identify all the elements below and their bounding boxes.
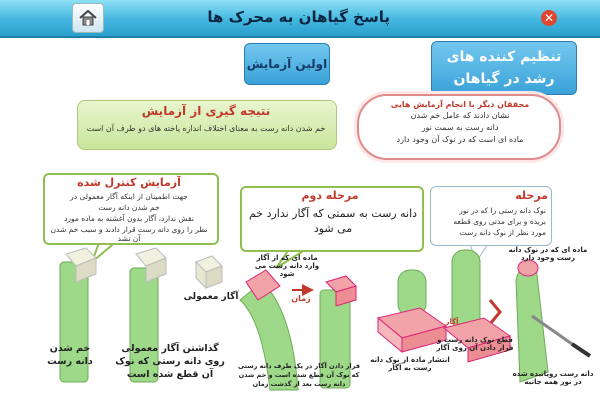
control-line-2: خم شدن دانه رست: [98, 203, 160, 212]
control-line-3: نقش ندارد، آگار بدون آغشته به ماده مورد: [64, 214, 194, 223]
result-text: خم شدن دانه رست به معنای اختلاف اندازه یاخته های دو طرف آن است: [86, 124, 326, 133]
label-time: زمان: [291, 294, 311, 303]
cloud-line-1: محققان دیگر با انجام آزمایش هایی: [390, 100, 530, 109]
cloud-line-2: نشان دادند که عامل خم شدن: [410, 111, 510, 120]
cloud-line-4: ماده ای است که در نوک آن وجود دارد: [396, 135, 524, 144]
caption-3-line-2: که نوک آن قطع شده است و خم شدن: [238, 371, 360, 379]
first-test-button[interactable]: اولین آزمایش: [244, 43, 330, 85]
label-tip-substance: ماده ای که در نوک دانه رست وجود دارد: [508, 246, 588, 262]
stage-1-line-1: نوک دانه رستی را که در نور: [459, 206, 546, 215]
label-seedling-light: دانه رست رویانیده شده در نور همه جانبه: [512, 370, 594, 386]
stage-1-line-2: بریده و برای مدتی روی قطعه: [453, 217, 546, 226]
control-test-title: آزمایش کنترل شده: [77, 176, 181, 189]
close-icon: ✕: [543, 11, 555, 25]
stage-2-title: مرحله دوم: [301, 189, 359, 202]
stage-1-line-3: مورد نظر از نوک دانه رست: [459, 228, 546, 237]
caption-1-line-2: دانه رست: [47, 356, 93, 367]
page-title: پاسخ گیاهان به محرک ها: [207, 8, 390, 26]
stage-1-title: مرحله: [515, 189, 548, 202]
caption-3-line-3: دانه رست بعد از گذشت زمان: [252, 380, 346, 388]
growth-regulators-button[interactable]: تنظیم کننده های رشد در گیاهان: [431, 41, 577, 95]
caption-2-line-1: گذاشتن آگار معمولی: [121, 343, 219, 354]
label-plain-agar: آگار معمولی: [183, 292, 239, 302]
caption-2-line-2: روی دانه رستی که نوک: [115, 356, 225, 367]
label-material-on-agar: ماده ای که از آگار وارد دانه رست می شود: [254, 254, 320, 278]
control-line-4: نظر را روی دانه رست قرار دادند و سبب خم شدن آن نشد: [50, 225, 208, 243]
caption-1-line-1: خم شدن: [49, 343, 91, 354]
label-cut-tip: قطع نوک دانه رست و قرار دادن آن روی آگار: [436, 336, 514, 352]
cloud-line-3: دانه رست به سمت نور: [421, 123, 499, 132]
caption-2-line-3: آن قطع شده است: [126, 369, 214, 380]
stage-2-text: دانه رست به سمتی که آگار ندارد خم می شود: [248, 207, 418, 235]
caption-3-line-1: قرار دادن آگار در یک طرف دانه رستی: [238, 362, 360, 370]
result-title: نتیجه گیری از آزمایش: [141, 104, 271, 118]
label-agar: آگار: [445, 318, 459, 326]
control-line-1: جهت اطمینان از اینکه آگار معمولی در: [70, 192, 188, 201]
label-diffusion: انتشار ماده از نوک دانه رست به آگار: [370, 356, 450, 372]
